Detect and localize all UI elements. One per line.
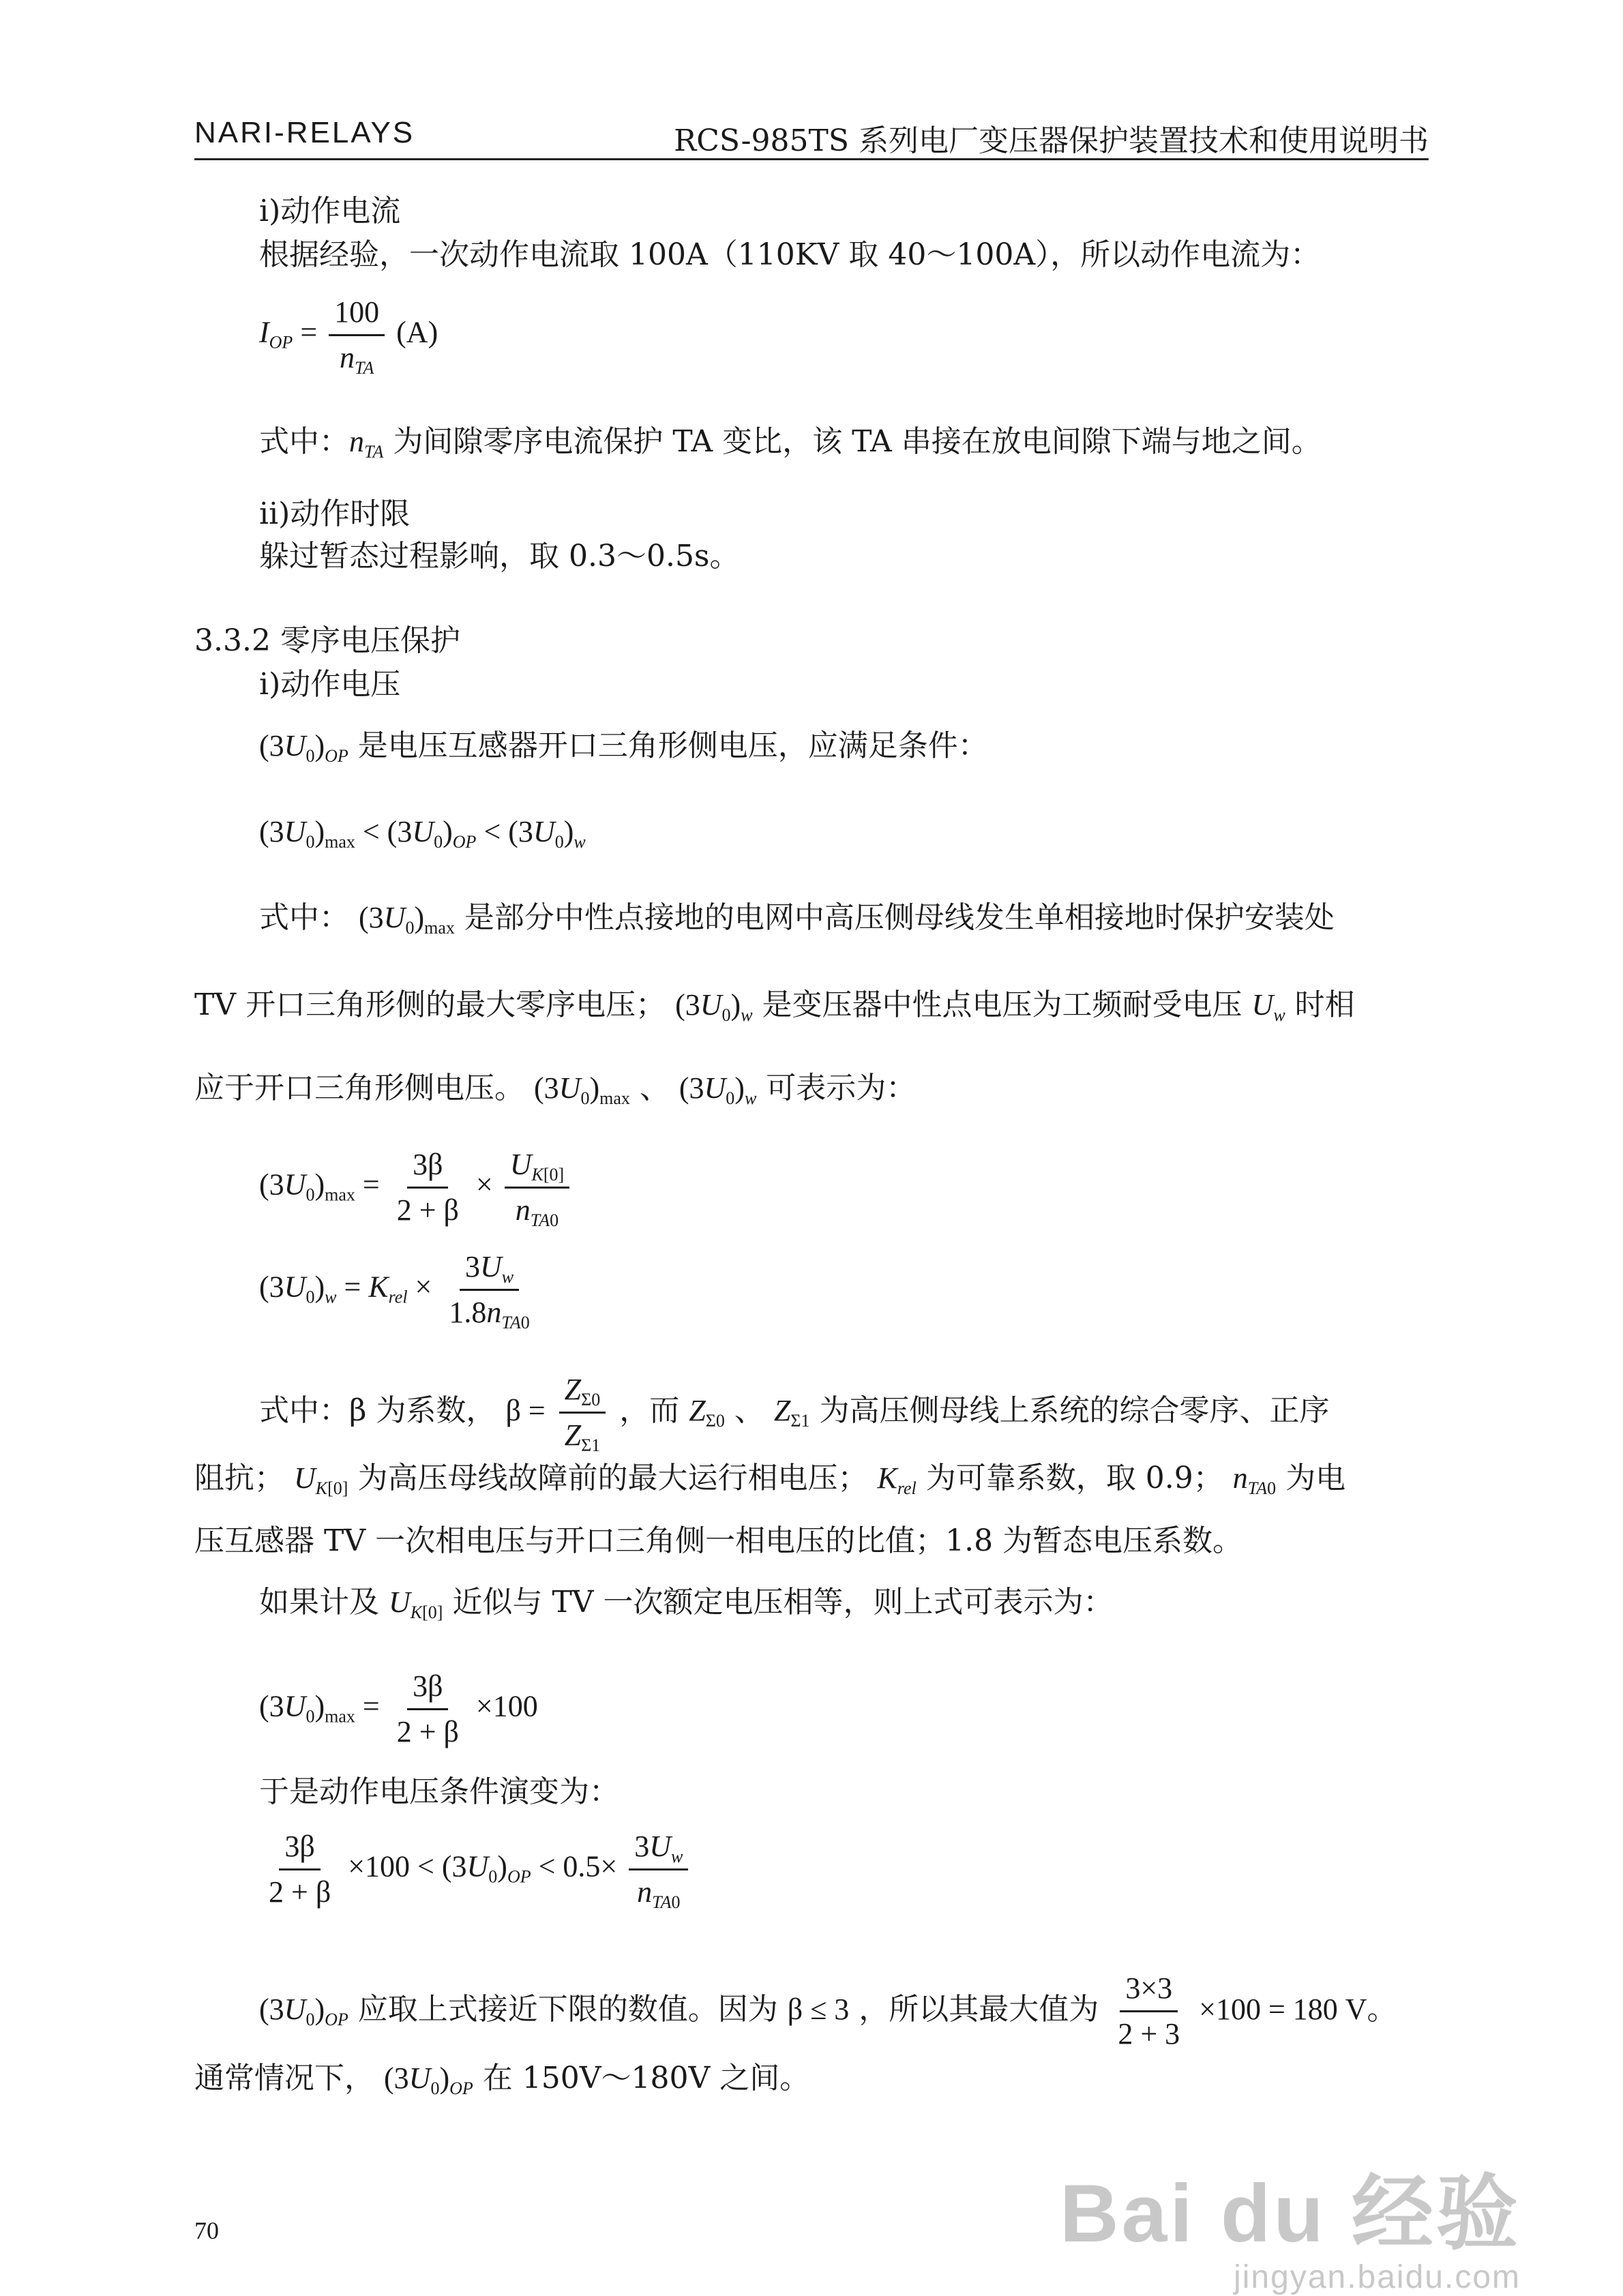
sec2-paragraph-condition: $(3U_0)_{OP}$ 是电压互感器开口三角形侧电压，应满足条件： <box>259 728 988 766</box>
where-text-2c: 时相 <box>1294 987 1355 1022</box>
where-prefix: 式中： <box>259 900 349 935</box>
where-text-1: 是部分中性点接地的电网中高压侧母线发生单相接地时保护安装处 <box>464 900 1335 935</box>
watermark-brand: Bai du 经验 <box>1059 2168 1521 2259</box>
formula-cond-num: 3β <box>279 1828 320 1870</box>
section-title-zero-seq-voltage: 3.3.2 零序电压保护 <box>194 623 460 658</box>
impedance-text-d: 为电 <box>1285 1461 1346 1495</box>
formula-cond-den: 2 + β <box>269 1875 331 1909</box>
formula-u0-max-den: 2 + β <box>396 1193 459 1227</box>
formula-u0-max-100-den: 2 + β <box>396 1715 459 1748</box>
sec1-paragraph-time: 躲过暂态过程影响，取 0.3～0.5s。 <box>259 539 740 573</box>
watermark-logo <box>1060 2148 1521 2296</box>
beta-prefix: 式中：β 为系数， <box>259 1393 496 1428</box>
formula-condition-final: $\frac{3\beta}{2 + \beta}$ $\times 100 < (3U_0)_{OP} < 0.5\times$ $\frac{3U_w}{n_{TA0}}$ <box>259 1828 692 1911</box>
sec1-heading-time: ii)动作时限 <box>259 496 411 531</box>
where-text-2b: 是变压器中性点电压为工频耐受电压 <box>762 987 1242 1022</box>
sec2-paragraph-where-3: 应于开口三角形侧电压。 $(3U_0)_{max}$ 、 $(3U_0)_w$ 可表示为： <box>194 1071 917 1108</box>
limit-text-a: 应取上式接近下限的数值。因为 <box>357 1992 778 2027</box>
where-text-3a: 应于开口三角形侧电压。 <box>194 1071 524 1105</box>
limit-frac-num: 3×3 <box>1120 1969 1178 2012</box>
formula-u0-max: $(3U_0)_{max}$ = $\frac{3\beta}{2 + \beta}$ × $\frac{U_{K[0]}}{n_{TA0}}$ <box>259 1146 574 1229</box>
beta-connector: ，而 <box>619 1393 680 1428</box>
formula-iop-numerator: 100 <box>329 293 385 336</box>
where-text-3b: 、 <box>639 1071 670 1105</box>
limit-text-c: ×100 = 180 V。 <box>1199 1993 1397 2026</box>
note-prefix: 式中： <box>259 424 349 459</box>
sec2-heading-voltage: i)动作电压 <box>259 667 401 702</box>
formula-u0-max-100-num: 3β <box>407 1667 448 1710</box>
formula-u0-w: $(3U_0)_w = K_{rel}$ × $\frac{3U_w}{1.8n_{TA0}}$ <box>259 1248 539 1332</box>
sec2-paragraph-where-2: TV 开口三角形侧的最大零序电压； $(3U_0)_w$ 是变压器中性点电压为工频耐受电压 $U_w$ 时相 <box>194 987 1355 1025</box>
beta-separator: 、 <box>734 1393 764 1428</box>
sec2-paragraph-ratio: 压互感器 TV 一次相电压与开口三角侧一相电压的比值；1.8 为暂态电压系数。 <box>194 1523 1243 1558</box>
sec1-note: 式中：$n_{TA}$ 为间隙零序电流保护 TA 变比，该 TA 串接在放电间隙下端与地之间。 <box>259 424 1322 462</box>
range-text-a: 通常情况下， <box>194 2061 374 2096</box>
impedance-text-b: 为高压母线故障前的最大运行相电压； <box>357 1461 868 1495</box>
where-text-2a: TV 开口三角形侧的最大零序电压； <box>194 987 666 1022</box>
condition-text: 是电压互感器开口三角形侧电压，应满足条件： <box>357 728 988 763</box>
sec2-paragraph-limit: $(3U_0)_{OP}$ 应取上式接近下限的数值。因为 β ≤ 3 ，所以其最大值为 $\frac{3\times 3}{2 + 3}$ ×100 = 180 V。 <box>259 1969 1397 2053</box>
range-text-b: 在 150V～180V 之间。 <box>482 2061 810 2096</box>
page-number: 70 <box>194 2217 219 2244</box>
beta-text: 为高压侧母线上系统的综合零序、正序 <box>819 1393 1330 1428</box>
note-text: 为间隙零序电流保护 TA 变比，该 TA 串接在放电间隙下端与地之间。 <box>393 424 1322 459</box>
sec2-paragraph-approx: 如果计及 $U_{K[0]}$ 近似与 TV 一次额定电压相等，则上式可表示为： <box>259 1585 1114 1622</box>
sec2-paragraph-range: 通常情况下， $(3U_0)_{OP}$ 在 150V～180V 之间。 <box>194 2061 810 2098</box>
sec1-heading-current: i)动作电流 <box>259 194 401 228</box>
header-divider <box>194 158 1429 160</box>
sec2-paragraph-impedance: 阻抗； $U_{K[0]}$ 为高压母线故障前的最大运行相电压； $K_{rel}$ 为可靠系数，取 0.9； $n_{TA0}$ 为电 <box>194 1461 1346 1498</box>
header-doc-title: RCS-985TS 系列电厂变压器保护装置技术和使用说明书 <box>674 123 1429 158</box>
where-text-3c: 可表示为： <box>766 1071 917 1105</box>
watermark-url: jingyan.baidu.com <box>1234 2259 1521 2295</box>
approx-text-b: 近似与 TV 一次额定电压相等，则上式可表示为： <box>452 1585 1114 1620</box>
sec2-paragraph-beta: 式中：β 为系数， β = $\frac{Z_{\Sigma 0}}{Z_{\Sigma 1}}$ ，而 $Z_{\Sigma 0}$ 、 $Z_{\Sigma 1}$ 为高压侧母线上系统的综合零序、正序 <box>259 1371 1330 1455</box>
impedance-text-a: 阻抗； <box>194 1461 284 1495</box>
sec2-paragraph-evolve: 于是动作电压条件演变为： <box>259 1774 619 1809</box>
formula-u0-max-100-tail: ×100 <box>475 1689 538 1723</box>
formula-inequality: $(3U_0)_{max} < (3U_0)_{OP} < (3U_0)_w$ <box>259 815 586 852</box>
formula-cond-mid: ×100 < <box>348 1849 434 1883</box>
formula-cond-lt: < 0.5× <box>538 1849 618 1883</box>
sec2-paragraph-where-1: 式中： $(3U_0)_{max}$ 是部分中性点接地的电网中高压侧母线发生单相接地时保护安装处 <box>259 900 1335 938</box>
formula-iop-unit: (A) <box>396 315 438 349</box>
limit-frac-den: 2 + 3 <box>1118 2017 1180 2051</box>
approx-text-a: 如果计及 <box>259 1585 379 1620</box>
formula-u0-max-100: $(3U_0)_{max}$ = $\frac{3\beta}{2 + \beta}$ ×100 <box>259 1667 538 1751</box>
impedance-text-c: 为可靠系数，取 0.9； <box>925 1461 1223 1495</box>
sec1-paragraph-current: 根据经验，一次动作电流取 100A（110KV 取 40～100A），所以动作电流为： <box>259 237 1321 272</box>
header-brand: NARI-RELAYS <box>194 116 415 149</box>
formula-u0-max-num: 3β <box>407 1146 448 1189</box>
formula-u0-w-den: 1.8 <box>449 1296 487 1329</box>
limit-text-b: ，所以其最大值为 <box>859 1992 1099 2027</box>
formula-iop: $I_{OP}$ = $\frac{100}{n_{TA}}$ (A) <box>259 293 438 377</box>
